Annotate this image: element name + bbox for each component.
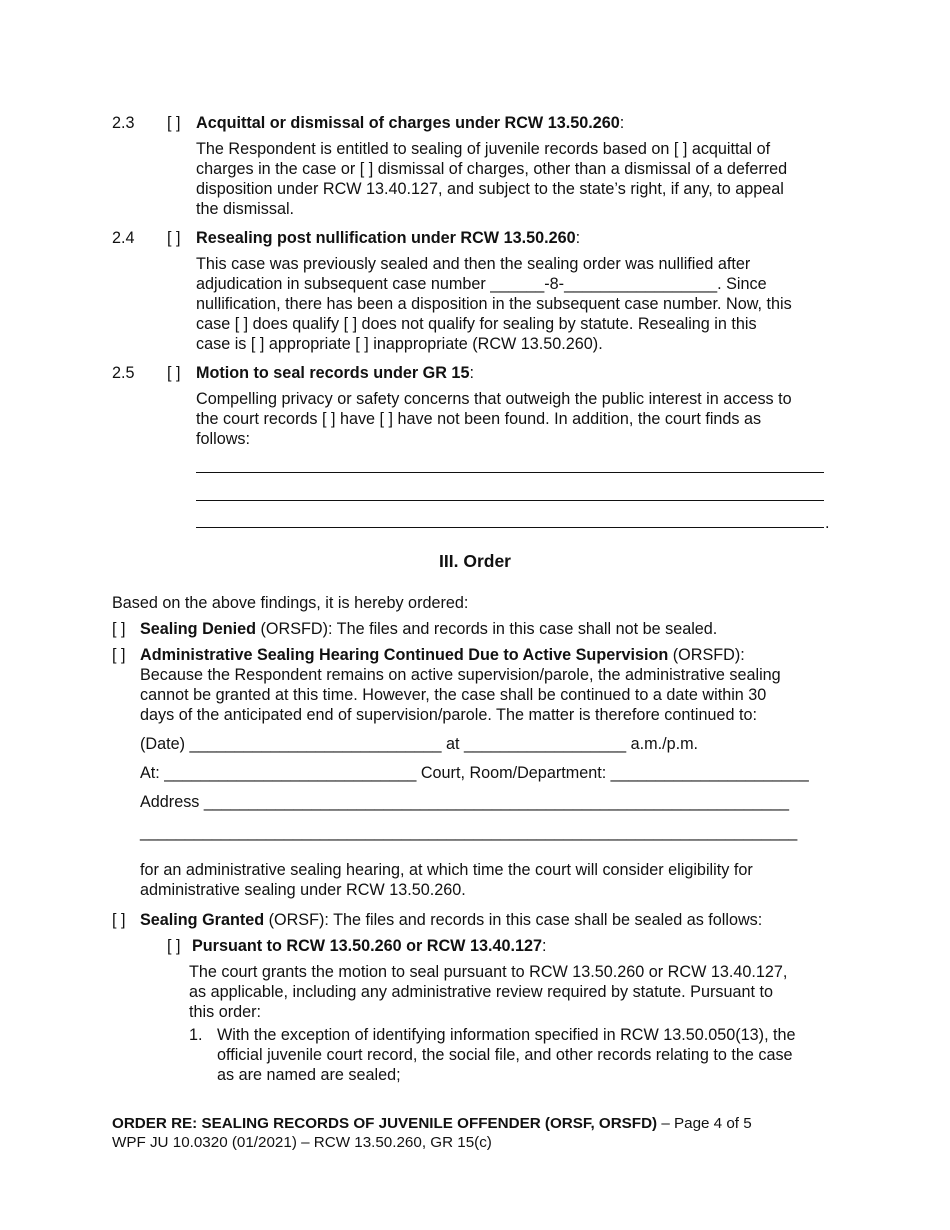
body-line: Because the Respondent remains on active supervision/parole, the administrative sealing xyxy=(140,666,781,684)
body-line: the court records [ ] have [ ] have not been found. In addition, the court finds as xyxy=(196,410,762,428)
body-line: case [ ] does qualify [ ] does not qualify for sealing by statute. Resealing in this xyxy=(196,315,757,333)
sealing-denied-option: Sealing Denied (ORSFD): The files and records in this case shall not be sealed. xyxy=(140,620,718,638)
list-item xyxy=(217,1025,796,1085)
section-number-2-5: 2.5 xyxy=(112,364,135,382)
body-line: days of the anticipated end of supervision/parole. The matter is therefore continued to: xyxy=(140,706,757,724)
findings-line-1[interactable] xyxy=(196,472,824,473)
section-number-2-3: 2.3 xyxy=(112,114,135,132)
hearing-continued-after xyxy=(140,860,753,900)
body-line: administrative sealing under RCW 13.50.260. xyxy=(140,881,466,899)
hearing-continued-option: Administrative Sealing Hearing Continued Due to Active Supervision (ORSFD): Because the Respondent remains on active supervision/parole, the administrative sealing cannot be granted at this time. However, the case shall be continued to a date within 30 days of the anticipated end of supervision/parole. The matter is therefore continued to: xyxy=(140,646,781,724)
body-line: as applicable, including any administrative review required by statute. Pursuant to xyxy=(189,983,773,1001)
section-number-2-4: 2.4 xyxy=(112,229,135,247)
section-heading-2-5: Motion to seal records under GR 15: xyxy=(196,364,474,382)
checkbox-sealing-denied[interactable]: [ ] xyxy=(112,620,126,638)
section-body-2-4 xyxy=(196,254,792,354)
list-item-number: 1. xyxy=(189,1026,203,1044)
checkbox-2-5[interactable]: [ ] xyxy=(167,364,181,382)
address-field-line-2[interactable]: _________________________________________________________________________ xyxy=(140,823,798,841)
body-line: The Respondent is entitled to sealing of juvenile records based on [ ] acquittal of xyxy=(196,140,771,158)
pursuant-rcw-heading: Pursuant to RCW 13.50.260 or RCW 13.40.127: xyxy=(192,937,547,955)
body-line: the dismissal. xyxy=(196,200,295,218)
findings-line-3[interactable] xyxy=(196,527,824,528)
checkbox-pursuant-rcw[interactable]: [ ] xyxy=(167,937,181,955)
date-time-field[interactable]: (Date) ____________________________ at __________________ a.m./p.m. xyxy=(140,735,699,753)
body-line: as are named are sealed; xyxy=(217,1066,401,1084)
section-heading-2-3: Acquittal or dismissal of charges under RCW 13.50.260: xyxy=(196,114,625,132)
body-line: charges in the case or [ ] dismissal of charges, other than a dismissal of a deferred xyxy=(196,160,788,178)
body-line: official juvenile court record, the social file, and other records relating to the case xyxy=(217,1046,793,1064)
body-line: this order: xyxy=(189,1003,261,1021)
court-room-field[interactable]: At: ____________________________ Court, Room/Department: ______________________ xyxy=(140,764,809,782)
pursuant-rcw-body xyxy=(189,962,787,1022)
footer-form-id: WPF JU 10.0320 (01/2021) – RCW 13.50.260, GR 15(c) xyxy=(112,1134,492,1151)
checkbox-2-3[interactable]: [ ] xyxy=(167,114,181,132)
body-line: disposition under RCW 13.40.127, and subject to the state’s right, if any, to appeal xyxy=(196,180,784,198)
checkbox-hearing-continued[interactable]: [ ] xyxy=(112,646,126,664)
body-line: for an administrative sealing hearing, at which time the court will consider eligibility for xyxy=(140,861,753,879)
body-line: nullification, there has been a disposition in the subsequent case number. Now, this xyxy=(196,295,792,313)
findings-line-2[interactable] xyxy=(196,500,824,501)
body-line: follows: xyxy=(196,430,250,448)
body-line: This case was previously sealed and then the sealing order was nullified after xyxy=(196,255,751,273)
footer-page-number: – Page 4 of 5 xyxy=(657,1115,752,1132)
address-field[interactable]: Address _________________________________________________________________ xyxy=(140,793,790,811)
body-line: The court grants the motion to seal pursuant to RCW 13.50.260 or RCW 13.40.127, xyxy=(189,963,788,981)
findings-period: . xyxy=(825,514,830,532)
body-line: adjudication in subsequent case number ______-8-_________________. Since xyxy=(196,275,767,293)
footer-title: ORDER RE: SEALING RECORDS OF JUVENILE OFFENDER (ORSF, ORSFD) xyxy=(112,1115,658,1132)
body-line: With the exception of identifying information specified in RCW 13.50.050(13), the xyxy=(217,1026,796,1044)
checkbox-sealing-granted[interactable]: [ ] xyxy=(112,911,126,929)
order-intro: Based on the above findings, it is hereby ordered: xyxy=(112,594,469,612)
section-body-2-3 xyxy=(196,139,787,219)
body-line: cannot be granted at this time. However, the case shall be continued to a date within 30 xyxy=(140,686,767,704)
body-line: case is [ ] appropriate [ ] inappropriate (RCW 13.50.260). xyxy=(196,335,603,353)
sealing-granted-option: Sealing Granted (ORSF): The files and records in this case shall be sealed as follows: xyxy=(140,911,763,929)
section-body-2-5 xyxy=(196,389,792,449)
order-section-title: III. Order xyxy=(439,551,511,571)
checkbox-2-4[interactable]: [ ] xyxy=(167,229,181,247)
section-heading-2-4: Resealing post nullification under RCW 13.50.260: xyxy=(196,229,581,247)
page-footer xyxy=(112,1114,752,1152)
body-line: Compelling privacy or safety concerns that outweigh the public interest in access to xyxy=(196,390,792,408)
